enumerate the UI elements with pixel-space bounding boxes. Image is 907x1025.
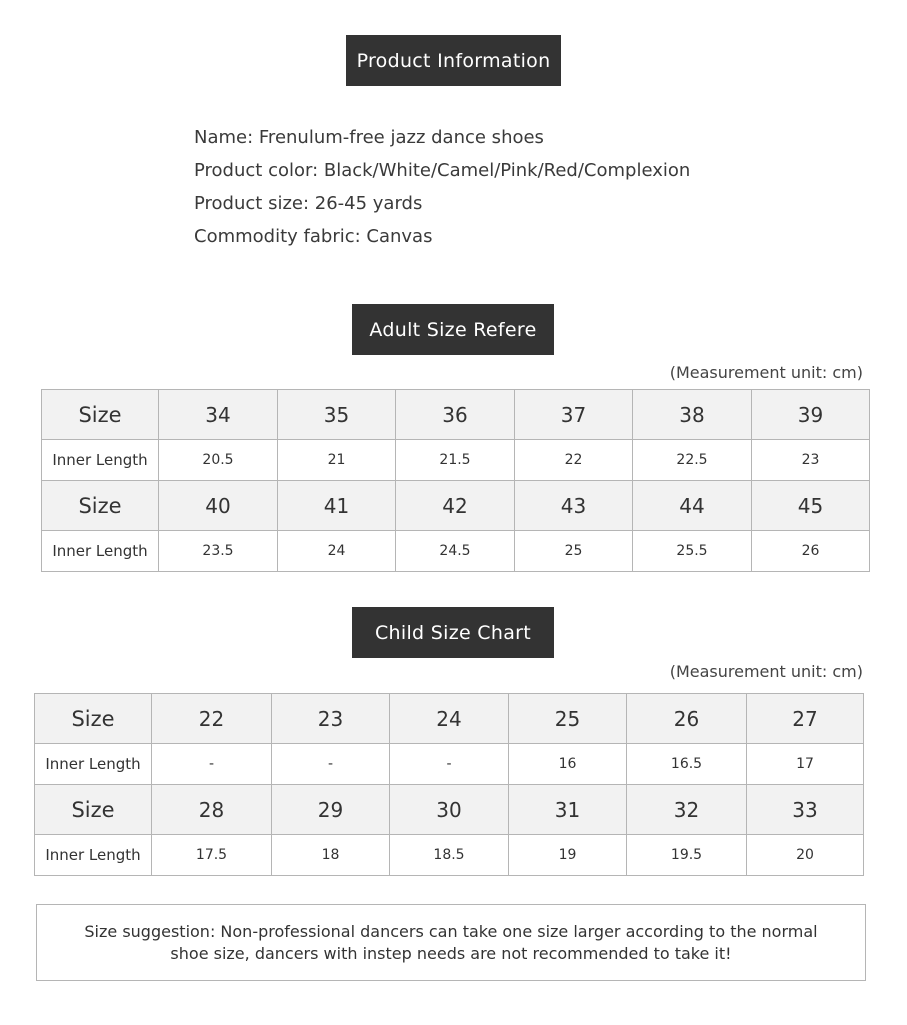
adult-unit-note: (Measurement unit: cm) bbox=[669, 363, 863, 382]
inner-length-value-cell: 20 bbox=[747, 835, 864, 876]
size-value-cell: 30 bbox=[390, 785, 509, 835]
adult-size-title: Adult Size Refere bbox=[352, 304, 554, 355]
size-value-cell: 25 bbox=[509, 694, 627, 744]
inner-length-value-cell: 23 bbox=[752, 440, 870, 481]
product-size: Product size: 26-45 yards bbox=[194, 193, 423, 214]
inner-length-row bbox=[35, 744, 864, 785]
inner-length-label-cell: Inner Length bbox=[35, 744, 152, 785]
inner-length-value-cell: 16 bbox=[509, 744, 627, 785]
inner-length-value-cell: 18 bbox=[272, 835, 390, 876]
size-value-cell: 22 bbox=[152, 694, 272, 744]
product-info-title: Product Information bbox=[346, 35, 561, 86]
inner-length-value-cell: - bbox=[152, 744, 272, 785]
size-value-cell: 36 bbox=[396, 390, 515, 440]
size-value-cell: 31 bbox=[509, 785, 627, 835]
inner-length-label-cell: Inner Length bbox=[42, 531, 159, 572]
inner-length-value-cell: 21.5 bbox=[396, 440, 515, 481]
inner-length-value-cell: 21 bbox=[278, 440, 396, 481]
inner-length-value-cell: 22 bbox=[515, 440, 633, 481]
inner-length-value-cell: 25.5 bbox=[633, 531, 752, 572]
inner-length-value-cell: 25 bbox=[515, 531, 633, 572]
inner-length-row bbox=[35, 835, 864, 876]
size-value-cell: 34 bbox=[159, 390, 278, 440]
inner-length-row bbox=[42, 531, 870, 572]
size-value-cell: 37 bbox=[515, 390, 633, 440]
size-value-cell: 24 bbox=[390, 694, 509, 744]
product-name: Name: Frenulum-free jazz dance shoes bbox=[194, 127, 544, 148]
inner-length-value-cell: 16.5 bbox=[627, 744, 747, 785]
size-label-cell: Size bbox=[42, 390, 159, 440]
inner-length-value-cell: 19.5 bbox=[627, 835, 747, 876]
inner-length-label-cell: Inner Length bbox=[35, 835, 152, 876]
size-value-cell: 27 bbox=[747, 694, 864, 744]
size-suggestion-line-2: shoe size, dancers with instep needs are not recommended to take it! bbox=[170, 943, 732, 963]
inner-length-value-cell: 23.5 bbox=[159, 531, 278, 572]
size-label-cell: Size bbox=[35, 694, 152, 744]
size-row bbox=[42, 481, 870, 531]
inner-length-value-cell: 24.5 bbox=[396, 531, 515, 572]
inner-length-value-cell: 18.5 bbox=[390, 835, 509, 876]
inner-length-value-cell: 22.5 bbox=[633, 440, 752, 481]
size-value-cell: 28 bbox=[152, 785, 272, 835]
inner-length-value-cell: 26 bbox=[752, 531, 870, 572]
size-value-cell: 26 bbox=[627, 694, 747, 744]
adult-size-table bbox=[41, 389, 870, 572]
inner-length-label-cell: Inner Length bbox=[42, 440, 159, 481]
child-unit-note: (Measurement unit: cm) bbox=[669, 662, 863, 681]
child-size-table bbox=[34, 693, 864, 876]
size-value-cell: 23 bbox=[272, 694, 390, 744]
size-value-cell: 42 bbox=[396, 481, 515, 531]
inner-length-value-cell: 24 bbox=[278, 531, 396, 572]
size-row bbox=[35, 694, 864, 744]
inner-length-value-cell: 20.5 bbox=[159, 440, 278, 481]
size-value-cell: 32 bbox=[627, 785, 747, 835]
size-label-cell: Size bbox=[35, 785, 152, 835]
size-suggestion-line-1: Size suggestion: Non-professional dancers can take one size larger according to the normal bbox=[84, 921, 818, 941]
inner-length-value-cell: - bbox=[272, 744, 390, 785]
size-value-cell: 38 bbox=[633, 390, 752, 440]
size-label-cell: Size bbox=[42, 481, 159, 531]
size-value-cell: 44 bbox=[633, 481, 752, 531]
size-value-cell: 43 bbox=[515, 481, 633, 531]
inner-length-value-cell: 19 bbox=[509, 835, 627, 876]
size-value-cell: 40 bbox=[159, 481, 278, 531]
size-value-cell: 41 bbox=[278, 481, 396, 531]
size-value-cell: 35 bbox=[278, 390, 396, 440]
inner-length-value-cell: 17.5 bbox=[152, 835, 272, 876]
inner-length-row bbox=[42, 440, 870, 481]
size-row bbox=[42, 390, 870, 440]
product-info-list bbox=[194, 124, 690, 256]
size-suggestion-box bbox=[36, 904, 866, 981]
size-row bbox=[35, 785, 864, 835]
commodity-fabric: Commodity fabric: Canvas bbox=[194, 226, 433, 247]
product-color: Product color: Black/White/Camel/Pink/Red/Complexion bbox=[194, 160, 691, 181]
size-value-cell: 39 bbox=[752, 390, 870, 440]
inner-length-value-cell: 17 bbox=[747, 744, 864, 785]
child-size-title: Child Size Chart bbox=[352, 607, 554, 658]
inner-length-value-cell: - bbox=[390, 744, 509, 785]
size-value-cell: 29 bbox=[272, 785, 390, 835]
size-value-cell: 45 bbox=[752, 481, 870, 531]
size-value-cell: 33 bbox=[747, 785, 864, 835]
